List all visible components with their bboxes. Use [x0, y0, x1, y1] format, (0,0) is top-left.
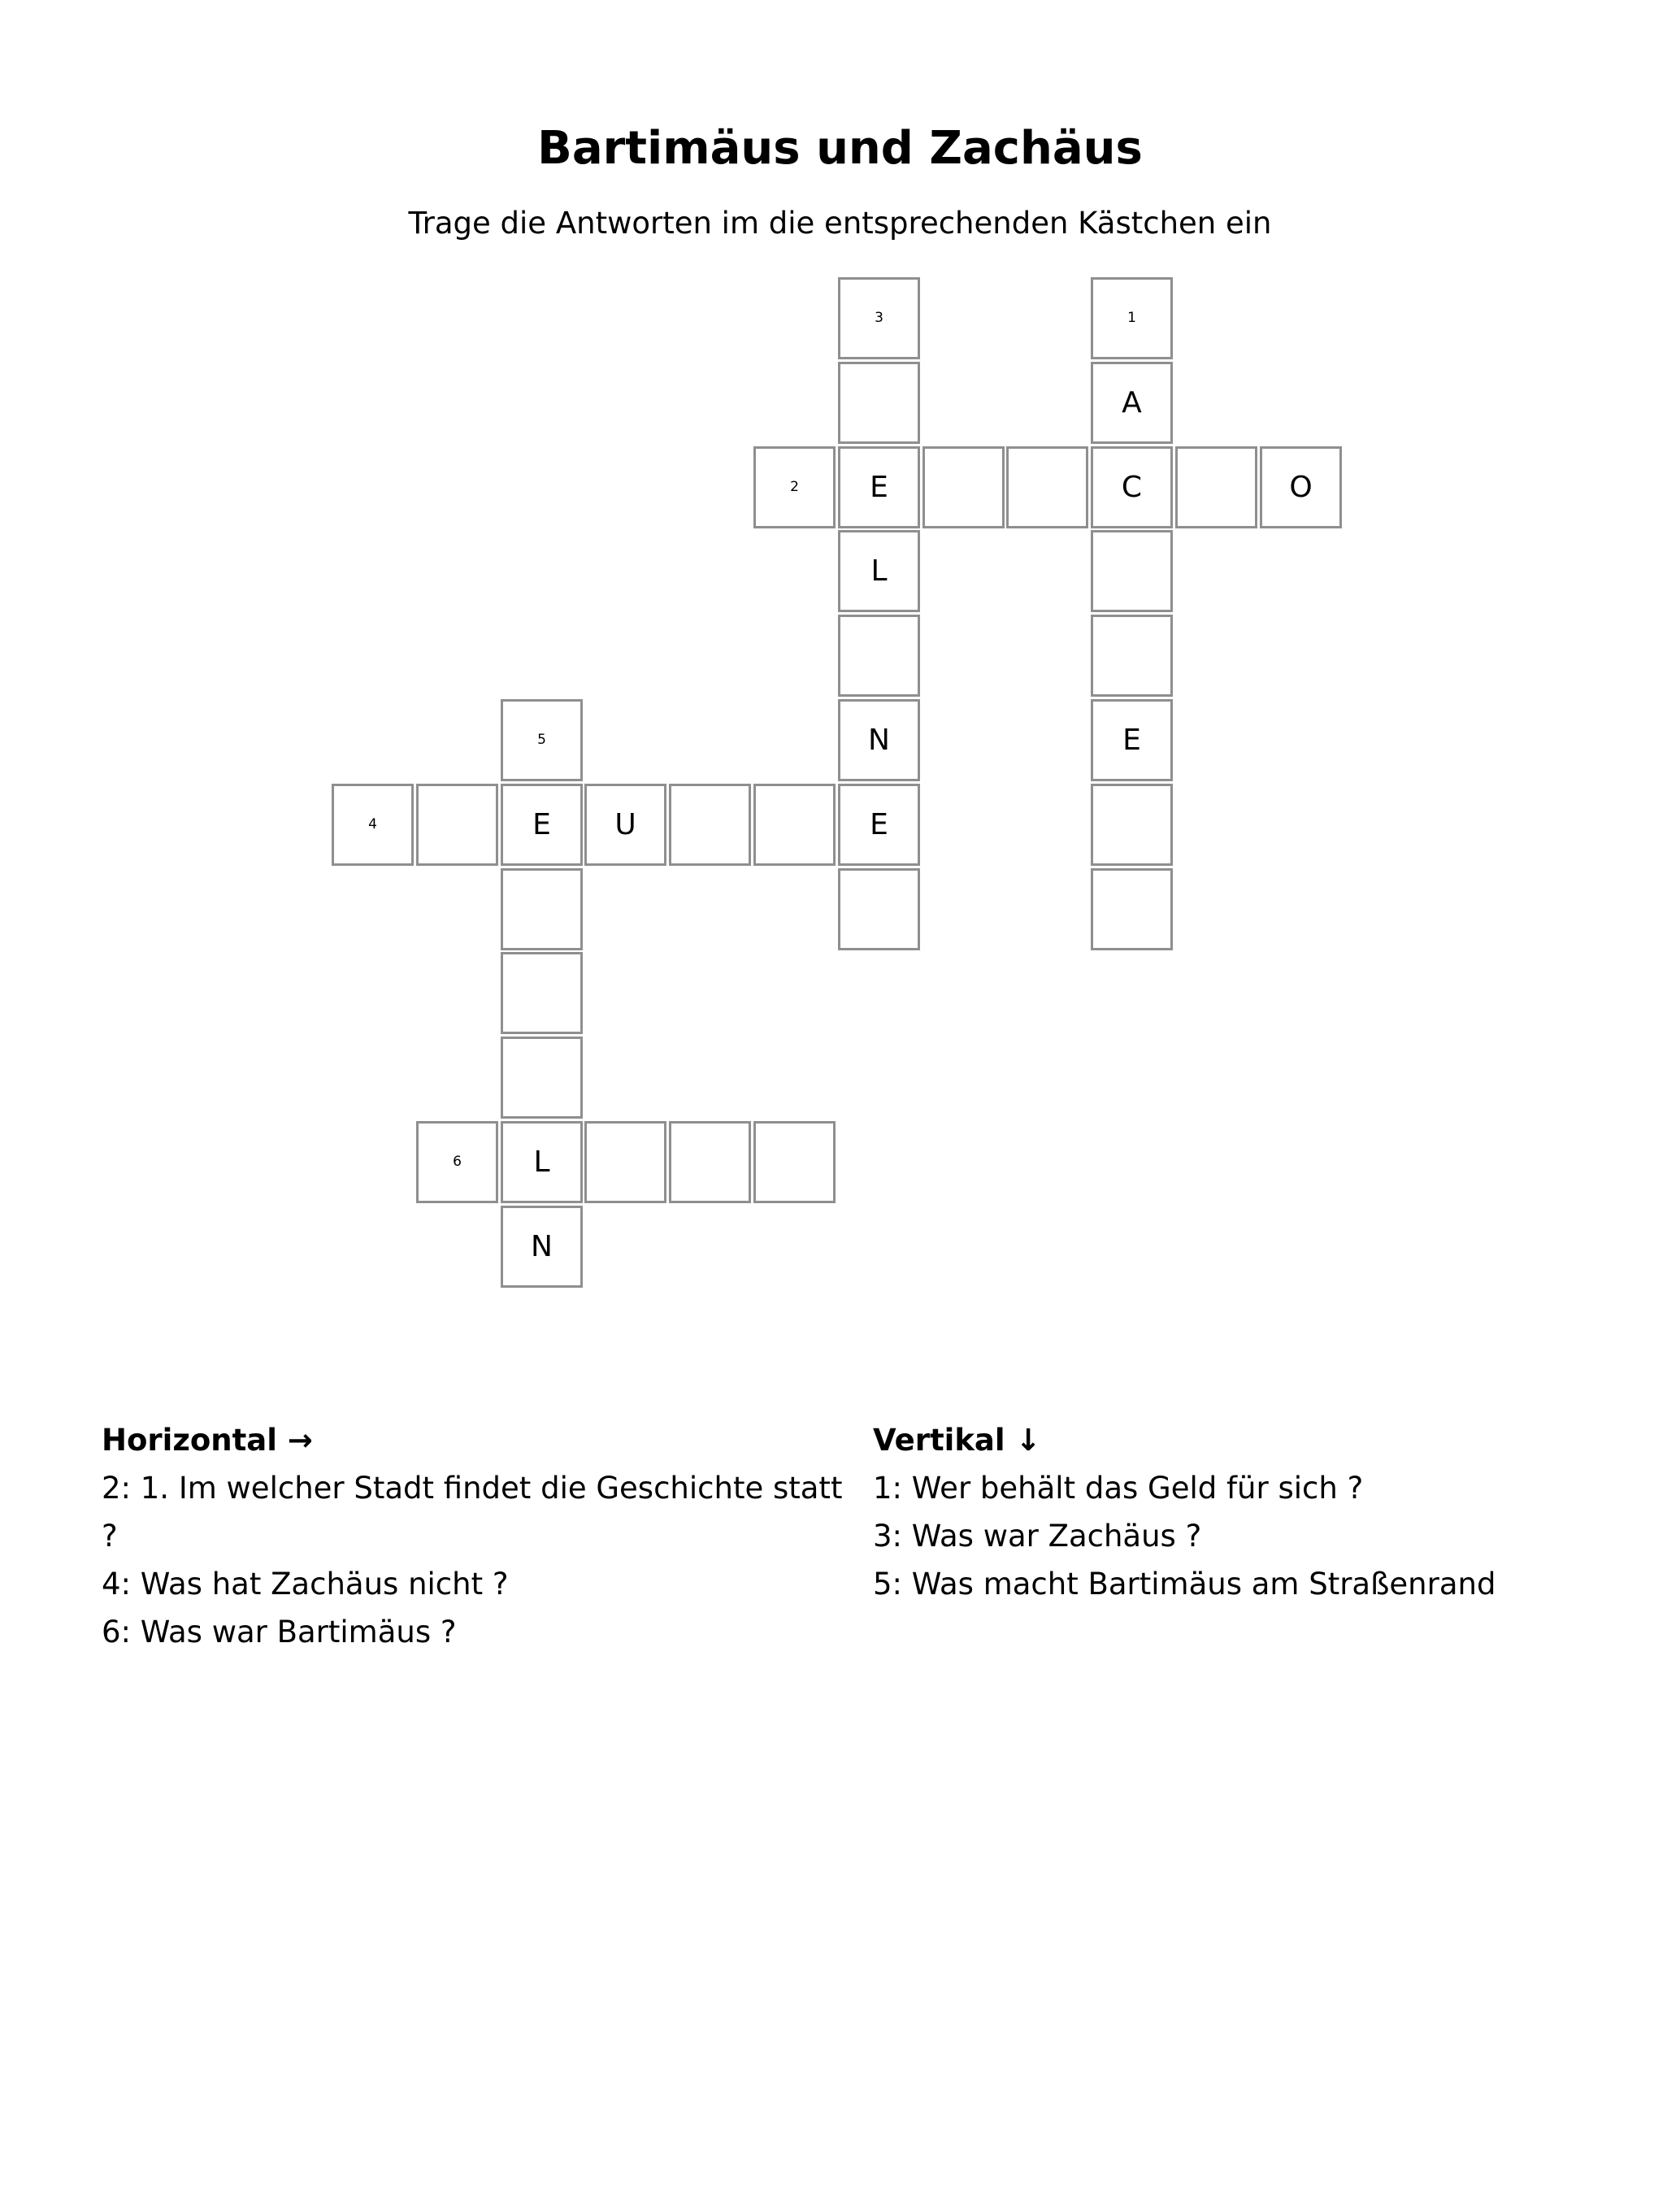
horizontal-clue: 6: Was war Bartimäus ? — [102, 1615, 457, 1650]
crossword-cell[interactable]: E — [838, 446, 920, 528]
crossword-cell[interactable] — [501, 1037, 583, 1119]
horizontal-clue: 2: 1. Im welcher Stadt findet die Geschichte statt ? — [102, 1471, 843, 1554]
vertical-clues — [873, 1416, 1604, 1608]
crossword-cell[interactable] — [501, 952, 583, 1034]
crossword-cell[interactable] — [584, 1121, 666, 1203]
crossword-cell[interactable] — [753, 784, 836, 866]
crossword-cell[interactable]: N — [501, 1206, 583, 1288]
clue-number-cell: 6 — [416, 1121, 498, 1203]
crossword-cell[interactable] — [1006, 446, 1088, 528]
vertical-heading: Vertikal ↓ — [873, 1423, 1041, 1458]
horizontal-clue: 4: Was hat Zachäus nicht ? — [102, 1567, 509, 1602]
crossword-cell[interactable]: A — [1091, 362, 1173, 444]
crossword-cell[interactable] — [838, 868, 920, 950]
crossword-cell[interactable]: E — [501, 784, 583, 866]
vertical-clue: 3: Was war Zachäus ? — [873, 1519, 1202, 1554]
clue-number-cell: 2 — [753, 446, 836, 528]
crossword-cell[interactable]: E — [838, 784, 920, 866]
crossword-cell[interactable]: O — [1260, 446, 1342, 528]
crossword-cell[interactable] — [922, 446, 1005, 528]
clue-number-cell: 5 — [501, 699, 583, 781]
horizontal-clues — [102, 1416, 849, 1656]
crossword-cell[interactable]: U — [584, 784, 666, 866]
crossword-cell[interactable] — [669, 784, 751, 866]
vertical-clue: 5: Was macht Bartimäus am Straßenrand — [873, 1567, 1496, 1602]
instruction-text: Trage die Antworten im die entsprechenden Kästchen ein — [408, 206, 1272, 241]
clue-number-cell: 1 — [1091, 277, 1173, 359]
crossword-cell[interactable]: E — [1091, 699, 1173, 781]
crossword-cell[interactable] — [838, 362, 920, 444]
crossword-cell[interactable]: C — [1091, 446, 1173, 528]
crossword-cell[interactable]: L — [501, 1121, 583, 1203]
page-title: Bartimäus und Zachäus — [537, 122, 1143, 175]
crossword-cell[interactable]: L — [838, 530, 920, 612]
crossword-cell[interactable] — [416, 784, 498, 866]
horizontal-heading: Horizontal → — [102, 1423, 313, 1458]
crossword-cell[interactable] — [1091, 868, 1173, 950]
crossword-cell[interactable] — [1091, 615, 1173, 697]
crossword-cell[interactable] — [1091, 530, 1173, 612]
crossword-cell[interactable]: N — [838, 699, 920, 781]
crossword-cell[interactable] — [1091, 784, 1173, 866]
crossword-cell[interactable] — [1175, 446, 1257, 528]
crossword-cell[interactable] — [669, 1121, 751, 1203]
vertical-clue: 1: Wer behält das Geld für sich ? — [873, 1471, 1364, 1506]
crossword-cell[interactable] — [501, 868, 583, 950]
clue-number-cell: 3 — [838, 277, 920, 359]
crossword-cell[interactable] — [753, 1121, 836, 1203]
crossword-cell[interactable] — [838, 615, 920, 697]
clue-number-cell: 4 — [332, 784, 414, 866]
